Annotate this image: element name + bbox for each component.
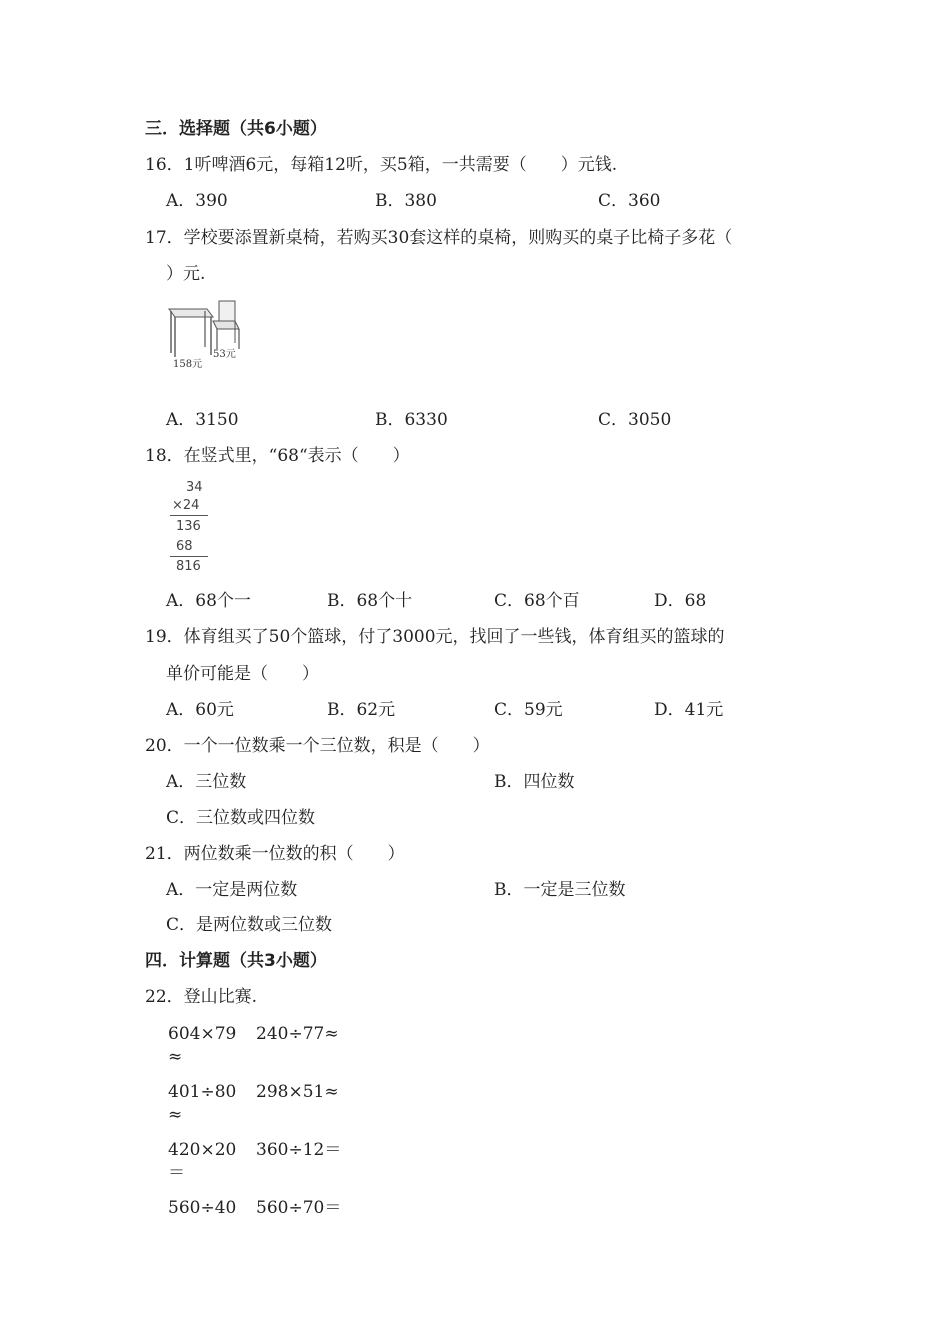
- q18-option-a: A．68个一: [166, 591, 251, 611]
- q21-option-c: C．是两位数或三位数: [166, 915, 333, 935]
- q18-stem: 18．在竖式里，“68“表示（ ）: [145, 446, 410, 466]
- vm-line-68: 68: [176, 539, 193, 554]
- q21-stem: 21．两位数乘一位数的积（ ）: [145, 844, 405, 864]
- q22-row3-b: 360÷12＝: [256, 1140, 342, 1160]
- table-price-label: 158元: [173, 359, 203, 370]
- q16-option-a: A．390: [166, 191, 228, 211]
- q20-option-c: C．三位数或四位数: [166, 808, 316, 828]
- q18-option-c: C．68个百: [494, 591, 580, 611]
- q16-option-c: C．360: [598, 191, 661, 211]
- q22-row3-a-cont: ＝: [168, 1163, 185, 1183]
- vm-rule-2: [170, 556, 208, 557]
- q22-stem: 22．登山比赛.: [145, 987, 258, 1007]
- q17-stem-line1: 17．学校要添置新桌椅，若购买30套这样的桌椅，则购买的桌子比椅子多花（: [145, 228, 733, 248]
- chair-price-label: 53元: [213, 349, 236, 360]
- vm-line-34: 34: [186, 480, 203, 495]
- q20-option-a: A．三位数: [166, 772, 247, 792]
- q22-row4-a: 560÷40: [168, 1198, 237, 1218]
- section-4-title: 四．计算题（共3小题）: [145, 951, 327, 971]
- q22-row2-a: 401÷80: [168, 1082, 237, 1102]
- table-and-chair-figure: [163, 297, 253, 371]
- q19-stem-line1: 19．体育组买了50个篮球，付了3000元，找回了一些钱，体育组买的篮球的: [145, 627, 725, 647]
- q17-option-b: B．6330: [375, 410, 448, 430]
- q22-row1-a: 604×79: [168, 1024, 237, 1044]
- q22-row1-b: 240÷77≈: [256, 1024, 339, 1044]
- q22-row1-a-cont: ≈: [168, 1047, 183, 1067]
- q17-option-a: A．3150: [166, 410, 239, 430]
- q21-option-b: B．一定是三位数: [494, 880, 626, 900]
- q17-option-c: C．3050: [598, 410, 672, 430]
- vm-rule-1: [170, 515, 208, 516]
- q22-row2-a-cont: ≈: [168, 1105, 183, 1125]
- vm-line-816: 816: [176, 559, 201, 574]
- q16-option-b: B．380: [375, 191, 437, 211]
- section-3-title: 三．选择题（共6小题）: [145, 119, 327, 139]
- q22-row4-b: 560÷70＝: [256, 1198, 342, 1218]
- q19-option-b: B．62元: [327, 700, 396, 720]
- q19-stem-line2: 单价可能是（ ）: [166, 664, 319, 684]
- vm-line-136: 136: [176, 519, 201, 534]
- q19-option-a: A．60元: [166, 700, 234, 720]
- q18-option-d: D．68: [654, 591, 707, 611]
- q17-stem-line2: ）元.: [166, 264, 206, 284]
- q16-stem: 16．1听啤酒6元，每箱12听，买5箱，一共需要（ ）元钱.: [145, 155, 618, 175]
- q20-stem: 20．一个一位数乘一个三位数，积是（ ）: [145, 736, 490, 756]
- q20-option-b: B．四位数: [494, 772, 575, 792]
- vertical-multiplication-figure: [166, 478, 226, 578]
- q19-option-d: D．41元: [654, 700, 724, 720]
- q19-option-c: C．59元: [494, 700, 563, 720]
- vm-line-x24: ×24: [172, 498, 200, 513]
- q22-row2-b: 298×51≈: [256, 1082, 339, 1102]
- q22-row3-a: 420×20: [168, 1140, 237, 1160]
- q21-option-a: A．一定是两位数: [166, 880, 298, 900]
- q18-option-b: B．68个十: [327, 591, 413, 611]
- table-chair-drawing: [163, 297, 253, 371]
